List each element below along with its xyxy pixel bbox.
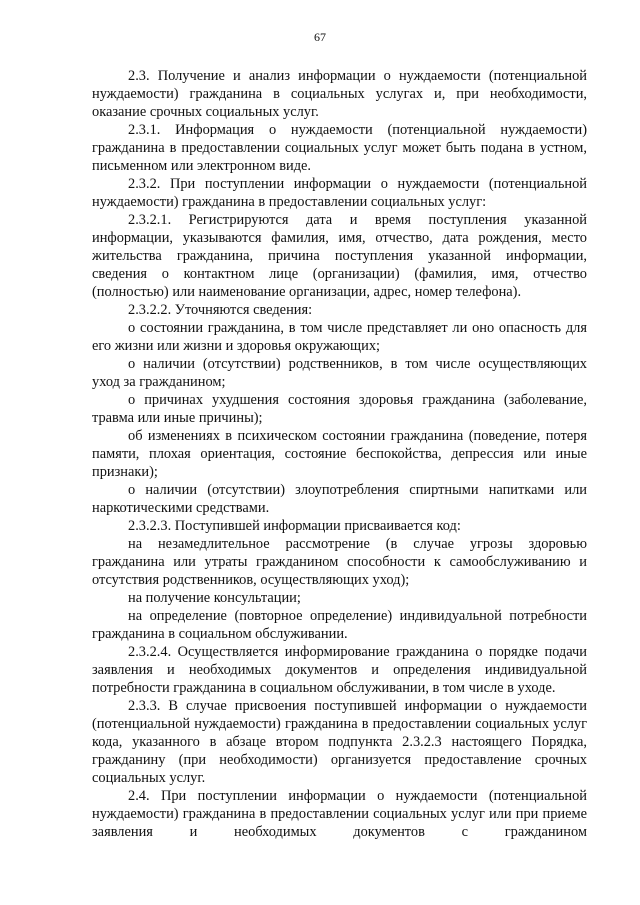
paragraph: на определение (повторное определение) индивидуальной потребности гражданина в социальном обслуживании. (92, 608, 587, 642)
paragraph: 2.3.2.1. Регистрируются дата и время поступления указанной информации, указываются фамилия, имя, отчество, дата рождения, место жительства гражданина, причина поступления указанной информации, сведения о контактном лице (организации) (фамилия, имя, отчество (полностью) или наименование организации, адрес, номер телефона). (92, 212, 587, 300)
paragraph: о состоянии гражданина, в том числе представляет ли оно опасность для его жизни или жизни и здоровья окружающих; (92, 320, 587, 354)
page-number: 67 (314, 30, 326, 44)
paragraph: 2.3.2.4. Осуществляется информирование гражданина о порядке подачи заявления и необходимых документов и определения индивидуальной потребности гражданина в социальном обслуживании, в том числе в уходе. (92, 644, 587, 696)
paragraph: 2.4. При поступлении информации о нуждаемости (потенциальной нуждаемости) гражданина в предоставлении социальных услуг или при приеме заявления и необходимых документов с гражданином (92, 788, 587, 840)
paragraph: о наличии (отсутствии) родственников, в том числе осуществляющих уход за гражданином; (92, 356, 587, 390)
paragraph: на незамедлительное рассмотрение (в случае угрозы здоровью гражданина или утраты гражданином способности к самообслуживанию и отсутствия родственников, осуществляющих уход); (92, 536, 587, 588)
paragraph: 2.3.2.3. Поступившей информации присваивается код: (128, 518, 461, 534)
paragraph: 2.3.2.2. Уточняются сведения: (128, 302, 313, 318)
paragraph: об изменениях в психическом состоянии гражданина (поведение, потеря памяти, плохая ориентация, состояние беспокойства, депрессия или иные признаки); (92, 428, 587, 480)
document-body (92, 67, 587, 841)
paragraph: о причинах ухудшения состояния здоровья гражданина (заболевание, травма или иные причины); (92, 392, 587, 426)
paragraph: о наличии (отсутствии) злоупотребления спиртными напитками или наркотическими средствами. (92, 482, 587, 516)
paragraph: 2.3.1. Информация о нуждаемости (потенциальной нуждаемости) гражданина в предоставлении социальных услуг может быть подана в устном, письменном или электронном виде. (92, 122, 587, 174)
paragraph: 2.3.3. В случае присвоения поступившей информации о нуждаемости (потенциальной нуждаемости) гражданина в предоставлении социальных услуг кода, указанного в абзаце втором подпункта 2.3.2.3 настоящего Порядка, гражданину (при необходимости) организуется предоставление срочных социальных услуг. (92, 698, 587, 786)
paragraph: на получение консультации; (128, 590, 301, 606)
paragraph: 2.3. Получение и анализ информации о нуждаемости (потенциальной нуждаемости) гражданина в социальных услугах и, при необходимости, оказание срочных социальных услуг. (92, 68, 587, 120)
paragraph: 2.3.2. При поступлении информации о нуждаемости (потенциальной нуждаемости) гражданина в предоставлении социальных услуг: (92, 176, 587, 210)
